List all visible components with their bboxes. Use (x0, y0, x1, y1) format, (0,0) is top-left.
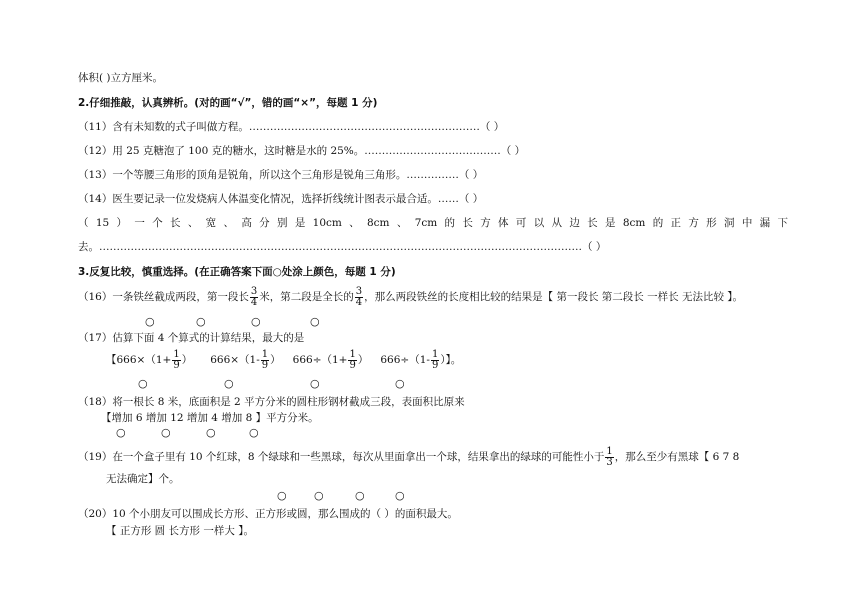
q19-option-circle-4[interactable]: ○ (395, 489, 405, 502)
q16-option-circle-4[interactable]: ○ (310, 315, 320, 328)
q15-token: 、 (187, 217, 199, 229)
q17-option-4: 666÷（1- $\frac{1}{9}$ ）】。 (380, 348, 462, 371)
q19-option-circle-2[interactable]: ○ (314, 489, 324, 502)
q15-token: 宽 (205, 217, 217, 229)
q16-mid: 米，第二段是全长的 (259, 291, 354, 303)
question-17: （17）估算下面 4 个算式的计算结果，最大的是 (78, 332, 305, 344)
q15-token: 方 (480, 217, 491, 229)
q15-token: 、 (223, 217, 234, 229)
q15-token: ） (116, 217, 128, 229)
question-13: （13）一个等腰三角形的顶角是锐角，所以这个三角形是锐角三角形。……………（ ） (78, 169, 484, 181)
q20-options: 【 正方形 圆 长方形 一样大 】。 (106, 525, 254, 537)
q16-prefix: （16）一条铁丝截成两段，第一段长 (78, 291, 249, 303)
question-20: （20）10 个小朋友可以围成长方形、正方形或圆，那么围成的（ ）的面积最大。 (78, 508, 458, 520)
q15-token: 一 (134, 217, 145, 229)
q15-token: 长 (587, 217, 598, 229)
q15-token: 形 (706, 217, 717, 229)
q15-token: 的 (652, 217, 664, 229)
q17-option-3: 666÷（1+ $\frac{1}{9}$ ） (292, 348, 369, 371)
q16-option-circle-2[interactable]: ○ (196, 315, 206, 328)
question-11: （11）含有未知数的式子叫做方程。…………………………………………………………（ ） (78, 121, 505, 133)
first-line: 体积( )立方厘米。 (78, 72, 164, 84)
q15-token: 个 (152, 217, 163, 229)
question-18: （18）将一根长 8 米，底面积是 2 平方分米的圆柱形钢材截成三段，表面积比原来 (78, 396, 465, 408)
section3-title: 3.反复比较，慎重选择。(在正确答案下面○处涂上颜色，每题 1 分) (78, 266, 396, 278)
q18-option-circle-1[interactable]: ○ (116, 426, 126, 439)
q15-token: 从 (551, 217, 563, 229)
q19-suffix: ，那么至少有黑球【 6 7 8 (614, 451, 740, 463)
q18-options: 【增加 6 增加 12 增加 4 增加 8 】平方分米。 (101, 412, 319, 424)
q17-option-2: 666×（1- $\frac{1}{9}$ ） (210, 348, 281, 371)
q18-option-circle-2[interactable]: ○ (161, 426, 171, 439)
q19-option-circle-3[interactable]: ○ (355, 489, 365, 502)
q15-token: 、 (349, 217, 360, 229)
q19-prefix: （19）在一个盒子里有 10 个红球，8 个绿球和一些黑球，每次从里面拿出一个球，结果拿出的绿球的可能性小于 (78, 451, 605, 463)
q16-fraction-1: $\frac{3}{4}$ (250, 285, 258, 308)
q16-option-circle-1[interactable]: ○ (145, 315, 155, 328)
q15-token: 是 (294, 217, 306, 229)
q15-token: 边 (569, 217, 580, 229)
q15-token: 以 (533, 217, 545, 229)
question-15-line2: 去。…………………………………………………………………………………………………………………………（ ） (78, 241, 607, 253)
q15-token: 长 (170, 217, 181, 229)
q15-token: 高 (241, 217, 252, 229)
q15-token: 别 (276, 217, 288, 229)
q19-fraction: $\frac{1}{3}$ (606, 445, 613, 468)
q15-token: 8cm (367, 217, 390, 229)
question-12: （12）用 25 克糖泡了 100 克的糖水，这时糖是水的 25%。…………………………………（ ） (78, 145, 526, 157)
q15-token: 正 (670, 217, 682, 229)
q15-token: 8cm (622, 217, 646, 229)
q17-option-circle-2[interactable]: ○ (224, 377, 234, 390)
q19-option-circle-1[interactable]: ○ (277, 489, 287, 502)
q15-token: 中 (741, 217, 753, 229)
q15-token: 可 (515, 217, 527, 229)
q15-token: 7cm (414, 217, 438, 229)
question-14: （14）医生要记录一位发烧病人体温变化情况，选择折线统计图表示最合适。……（ ） (78, 193, 484, 205)
q15-token: 是 (605, 217, 616, 229)
q17-option-circle-4[interactable]: ○ (395, 377, 405, 390)
q16-suffix: ，那么两段铁丝的长度相比较的结果是【 第一段长 第二段长 一样长 无法比较 】。 (364, 291, 744, 303)
q15-token: 下 (777, 217, 788, 229)
section2-title: 2.仔细推敲，认真辨析。(对的画“√”，错的画“×”，每题 1 分) (78, 97, 378, 109)
q17-option-circle-1[interactable]: ○ (138, 377, 148, 390)
q17-option-1: 【666×（1+ $\frac{1}{9}$ ） (106, 348, 193, 371)
q18-option-circle-3[interactable]: ○ (206, 426, 216, 439)
q15-token: 15 (95, 217, 110, 229)
q16-fraction-2: $\frac{3}{4}$ (355, 285, 363, 308)
question-15-line1 (78, 216, 788, 230)
q15-token: 洞 (724, 217, 735, 229)
q15-token: 长 (462, 217, 473, 229)
q15-token: （ (78, 217, 89, 229)
q18-option-circle-4[interactable]: ○ (249, 426, 259, 439)
q15-token: 体 (498, 217, 509, 229)
q17-option-circle-3[interactable]: ○ (310, 377, 320, 390)
question-19 (78, 446, 739, 468)
q15-token: 漏 (759, 217, 771, 229)
q15-token: 的 (444, 217, 456, 229)
q15-token: 分 (259, 217, 270, 229)
q15-token: 10cm (312, 217, 342, 229)
q16-option-circle-3[interactable]: ○ (251, 315, 261, 328)
q17-options (106, 348, 461, 372)
q15-token: 方 (688, 217, 699, 229)
q15-token: 、 (396, 217, 408, 229)
question-16 (78, 286, 743, 308)
q19-line2: 无法确定】个。 (106, 473, 180, 485)
